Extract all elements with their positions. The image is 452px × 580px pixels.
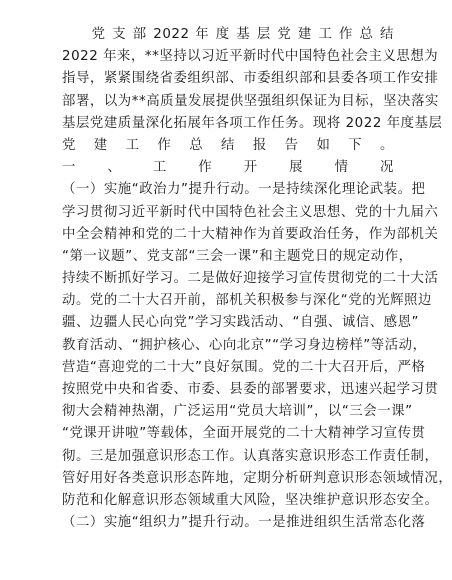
body-line: 学习贯彻习近平新时代中国特色社会主义思想、党的十九届六 [62,204,439,220]
body-line: 部署，以为**高质量发展提供坚强组织保证为目标，坚决落实 [62,93,439,109]
body-line: 党 建 工 作 总 结 报 告 如 下 。 [62,137,394,153]
body-line: 动。党的二十大召开前，部机关积极参与深化“党的光辉照边 [62,293,432,309]
body-line: 防范和化解意识形态领域重大风险，坚决维护意识形态安全。 [62,492,439,508]
body-line: “党课开讲啦”等载体，全面开展党的二十大精神学习宣传贯 [62,426,426,442]
body-line: 彻。三是加强意识形态工作。认真落实意识形态工作责任制， [62,448,439,464]
body-line: 2022 年来，**坚持以习近平新时代中国特色社会主义思想为 [62,49,439,65]
body-line: 指导，紧紧围绕省委组织部、市委组织部和县委各项工作安排 [62,71,439,87]
body-line: 彻大会精神热潮，广泛运用“党员大培训”，以“三会一课” [62,404,413,420]
document-body [62,24,452,534]
body-line: “第一议题”、党支部“三会一课”和主题党日的规定动作， [62,248,413,264]
subsection-heading-line: （一）实施“政治力”提升行动。一是持续深化理论武装。把 [62,182,426,198]
body-line: 中全会精神和党的二十大精神作为首要政治任务，作为部机关 [62,226,439,242]
subsection-heading-line: （二）实施“组织力”提升行动。一是推进组织生活常态化落 [62,515,426,531]
body-line: 疆、边疆人民心向党”学习实践活动、“自强、诚信、感恩” [62,315,420,331]
body-line: 按照党中央和省委、市委、县委的部署要求，迅速兴起学习贯 [62,382,439,397]
body-line: 基层党建质量深化拓展年各项工作任务。现将 2022 年度基层 [62,115,443,131]
body-line: 营造“喜迎党的二十大”良好氛围。党的二十大召开后，严格 [62,359,426,375]
body-line: 管好用好各类意识形态阵地，定期分析研判意识形态领域情况， [62,470,452,486]
body-line: 持续不断抓好学习。二是做好迎接学习宣传贯彻党的二十大活 [62,271,439,287]
document-title-line: 党 支 部 2022 年 度 基 层 党 建 工 作 总 结 [62,27,394,42]
body-line: 教育活动、“拥护核心、心向北京”“学习身边榜样”等活动， [62,337,427,353]
section-heading: 一 、 工 作 开 展 情 况 [62,160,394,176]
